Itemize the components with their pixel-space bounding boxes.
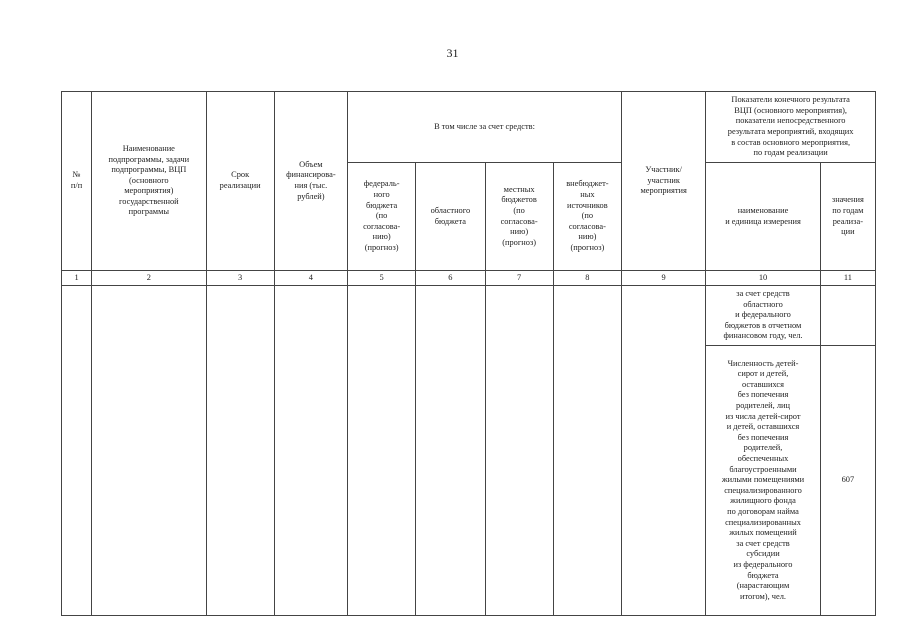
column-number: 5 [348,271,416,286]
header-indicator-name: наименование и единица измерения [706,163,820,271]
header-regional-budget: областного бюджета [416,163,485,271]
header-number: № п/п [62,92,92,271]
column-number: 4 [274,271,347,286]
indicator-name-cell: за счет средств областного и федерального бюджетов в отчетном финансовом году, чел. [706,286,820,346]
cell-empty [416,286,485,616]
column-number: 6 [416,271,485,286]
cell-empty [92,286,206,616]
page-number: 31 [446,46,459,60]
indicator-value-cell [820,286,875,346]
indicator-value-cell: 607 [820,346,875,616]
header-extrabudgetary: внебюджет- ных источников (по согласова- нию) (прогноз) [553,163,621,271]
indicator-name-cell: Численность детей- сирот и детей, оставшихся без попечения родителей, лиц из числа детей-сирот и детей, оставшихся без попечения родителей, обеспеченных благоустроенными жилыми помещениями специализированного жилищного фонда по договорам найма специализированных жилых помещений за счет средств субсидии из федерального бюджета (нарастающим итогом), чел. [706,346,820,616]
header-participant: Участник/ участник мероприятия [622,92,706,271]
column-number: 9 [622,271,706,286]
column-number: 10 [706,271,820,286]
cell-empty [622,286,706,616]
header-indicator-values: значения по годам реализа- ции [820,163,875,271]
header-funds-group: В том числе за счет средств: [348,92,622,163]
cell-empty [62,286,92,616]
cell-empty [485,286,553,616]
column-number: 11 [820,271,875,286]
header-funding-volume: Объем финансирова- ния (тыс. рублей) [274,92,347,271]
program-table [61,91,876,616]
header-subprogram-name: Наименование подпрограммы, задачи подпрограммы, ВЦП (основного мероприятия) государственной программы [92,92,206,271]
column-number: 8 [553,271,621,286]
column-number: 1 [62,271,92,286]
cell-empty [553,286,621,616]
header-federal-budget: федераль- ного бюджета (по согласова- нию) (прогноз) [348,163,416,271]
header-period: Срок реализации [206,92,274,271]
cell-empty [348,286,416,616]
column-numbers-row [62,271,876,286]
column-number: 7 [485,271,553,286]
column-number: 3 [206,271,274,286]
header-local-budgets: местных бюджетов (по согласова- нию) (прогноз) [485,163,553,271]
table-row [62,286,876,346]
header-indicators-group: Показатели конечного результата ВЦП (основного мероприятия), показатели непосредственного результата мероприятий, входящих в состав основного мероприятия, по годам реализации [706,92,876,163]
column-number: 2 [92,271,206,286]
cell-empty [206,286,274,616]
cell-empty [274,286,347,616]
